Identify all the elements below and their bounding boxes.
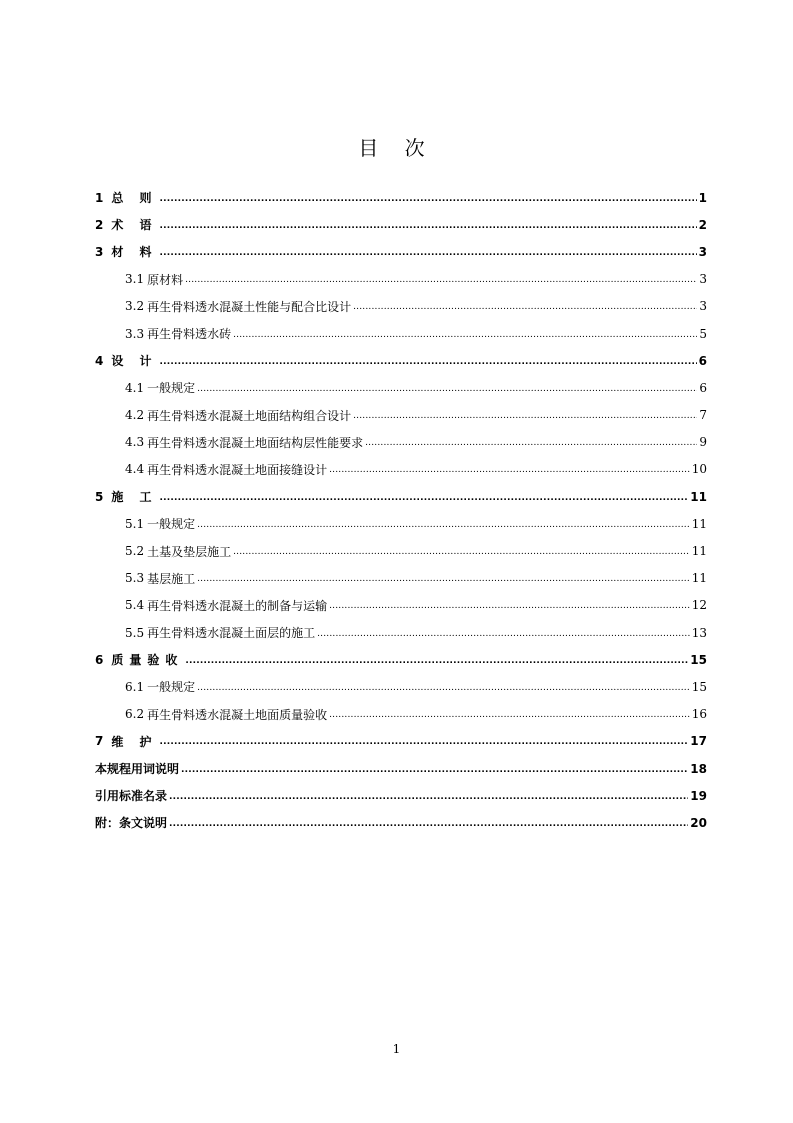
toc-entry-page: 18 [690, 761, 707, 776]
toc-entry-number: 6.1 [125, 679, 145, 694]
toc-entry-label: 再生骨料透水混凝土性能与配合比设计 [147, 299, 352, 314]
toc-entry-label: 再生骨料透水混凝土面层的施工 [147, 626, 316, 641]
toc-entry[interactable] [95, 537, 707, 564]
toc-entry-label: 再生骨料透水混凝土地面结构层性能要求 [147, 435, 364, 450]
toc-dot-leader [160, 734, 689, 748]
toc-dot-leader [197, 680, 690, 694]
toc-entry[interactable] [95, 320, 707, 347]
toc-entry-page: 3 [698, 244, 707, 259]
toc-entry[interactable] [95, 673, 707, 700]
toc-entry-page: 19 [690, 788, 707, 803]
toc-dot-leader [329, 598, 690, 612]
toc-dot-leader [233, 544, 690, 558]
toc-entry-label: 一般规定 [147, 381, 196, 396]
toc-entry-page: 7 [699, 408, 707, 423]
toc-entry-page: 3 [699, 272, 707, 287]
page-number: 1 [392, 1042, 401, 1056]
toc-entry-number: 5.5 [125, 625, 145, 640]
toc-entry-label: 再生骨料透水混凝土地面结构组合设计 [147, 408, 352, 423]
toc-dot-leader [233, 327, 697, 341]
toc-entry-page: 3 [699, 299, 707, 314]
toc-entry-page: 9 [699, 435, 707, 450]
toc-entry-page: 11 [691, 544, 707, 559]
toc-entry-number: 5.4 [125, 598, 145, 613]
toc-dot-leader [317, 626, 690, 640]
toc-entry[interactable] [95, 510, 707, 537]
toc-dot-leader [185, 653, 688, 667]
toc-entry[interactable] [95, 402, 707, 429]
toc-dot-leader [181, 762, 688, 776]
toc-entry[interactable] [95, 701, 707, 728]
toc-dot-leader [329, 707, 690, 721]
toc-dot-leader [197, 571, 690, 585]
toc-entry-label: 一般规定 [147, 517, 196, 532]
toc-entry-label: 再生骨料透水混凝土地面质量验收 [147, 707, 328, 722]
toc-entry-page: 15 [691, 679, 707, 694]
toc-entry-label: 原材料 [147, 272, 184, 287]
toc-entry-number: 5 [95, 489, 104, 504]
toc-entry[interactable] [95, 211, 707, 238]
toc-entry[interactable] [95, 374, 707, 401]
toc-dot-leader [185, 272, 697, 286]
toc-entry-page: 15 [690, 652, 707, 667]
toc-dot-leader [353, 408, 697, 422]
toc-entry-label: 质量验收 [111, 653, 184, 668]
toc-dot-leader [160, 191, 697, 205]
toc-entry[interactable] [95, 456, 707, 483]
toc-entry[interactable] [95, 347, 707, 374]
toc-dot-leader [169, 816, 688, 830]
toc-dot-leader [160, 218, 697, 232]
toc-entry-label: 材 料 [111, 245, 158, 260]
toc-dot-leader [197, 517, 690, 531]
toc-entry-page: 11 [690, 489, 707, 504]
toc-entry-number: 2 [95, 217, 104, 232]
toc-entry-number: 3.2 [125, 299, 145, 314]
toc-entry-label: 维 护 [111, 734, 158, 749]
toc-entry-page: 5 [699, 326, 707, 341]
toc-entry-page: 11 [691, 516, 707, 531]
toc-entry[interactable] [95, 429, 707, 456]
toc-entry-page: 10 [691, 462, 707, 477]
toc-dot-leader [169, 789, 688, 803]
toc-entry-number: 5.3 [125, 571, 145, 586]
toc-entry[interactable] [95, 293, 707, 320]
toc-entry-number: 7 [95, 734, 104, 749]
toc-entry-number: 5.2 [125, 544, 145, 559]
toc-entry[interactable] [95, 238, 707, 265]
table-of-contents [95, 184, 707, 837]
toc-entry-number: 4 [95, 353, 104, 368]
toc-entry-page: 1 [698, 190, 707, 205]
toc-entry-number: 3 [95, 244, 104, 259]
toc-entry-label: 附：条文说明 [95, 816, 168, 831]
toc-entry[interactable] [95, 592, 707, 619]
toc-entry-page: 6 [699, 380, 707, 395]
toc-entry[interactable] [95, 619, 707, 646]
toc-entry-label: 本规程用词说明 [95, 762, 180, 777]
toc-dot-leader [353, 299, 697, 313]
toc-entry-page: 16 [691, 707, 707, 722]
toc-entry-number: 6.2 [125, 707, 145, 722]
toc-entry[interactable] [95, 809, 707, 836]
toc-entry-label: 引用标准名录 [95, 789, 168, 804]
toc-entry-number: 1 [95, 190, 104, 205]
toc-entry-label: 术 语 [111, 218, 158, 233]
toc-entry-label: 再生骨料透水砖 [147, 327, 232, 342]
toc-entry[interactable] [95, 266, 707, 293]
toc-entry-number: 3.1 [125, 272, 145, 287]
toc-entry[interactable] [95, 565, 707, 592]
toc-entry-number: 4.3 [125, 435, 145, 450]
toc-entry-label: 施 工 [111, 490, 158, 505]
toc-entry-number: 6 [95, 652, 104, 667]
toc-entry-number: 4.4 [125, 462, 145, 477]
toc-dot-leader [160, 490, 689, 504]
toc-entry-label: 再生骨料透水混凝土的制备与运输 [147, 598, 328, 613]
toc-entry[interactable] [95, 184, 707, 211]
toc-entry-number: 4.1 [125, 380, 145, 395]
toc-entry-page: 20 [690, 815, 707, 830]
toc-entry-page: 11 [691, 571, 707, 586]
page-title: 目 次 [358, 136, 435, 160]
toc-entry-label: 设 计 [111, 354, 158, 369]
toc-entry-label: 总 则 [111, 191, 158, 206]
toc-entry[interactable] [95, 755, 707, 782]
toc-entry-label: 再生骨料透水混凝土地面接缝设计 [147, 462, 328, 477]
toc-entry[interactable] [95, 728, 707, 755]
toc-entry-page: 6 [698, 353, 707, 368]
toc-entry-label: 基层施工 [147, 571, 196, 586]
toc-entry[interactable] [95, 483, 707, 510]
toc-dot-leader [160, 245, 697, 259]
toc-entry[interactable] [95, 646, 707, 673]
toc-dot-leader [197, 381, 697, 395]
toc-entry-page: 12 [691, 598, 707, 613]
toc-entry-label: 土基及垫层施工 [147, 544, 232, 559]
toc-entry-number: 4.2 [125, 408, 145, 423]
toc-entry-page: 2 [698, 217, 707, 232]
toc-entry-page: 17 [690, 734, 707, 749]
toc-entry-number: 5.1 [125, 516, 145, 531]
toc-entry-label: 一般规定 [147, 680, 196, 695]
toc-entry-number: 3.3 [125, 326, 145, 341]
toc-entry-page: 13 [691, 625, 707, 640]
toc-dot-leader [329, 462, 690, 476]
toc-entry[interactable] [95, 782, 707, 809]
toc-dot-leader [365, 435, 697, 449]
toc-dot-leader [160, 354, 697, 368]
